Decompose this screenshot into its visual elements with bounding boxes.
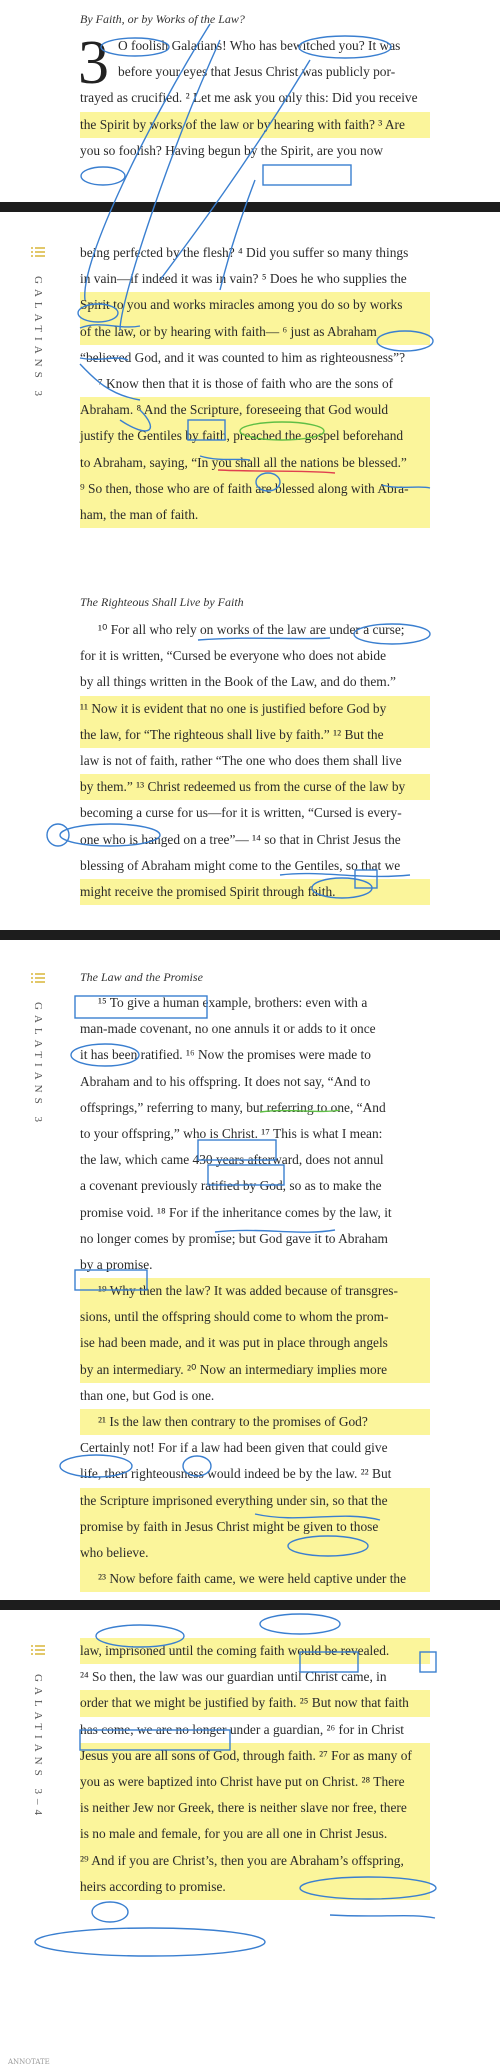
text-line: promise void. ¹⁸ For if the inheritance comes by the law, it [80,1204,392,1220]
text-line: the law, for “The righteous shall live by faith.” ¹² But the [80,722,430,748]
text-line: being perfected by the flesh? ⁴ Did you suffer so many things [80,245,409,260]
text-line: ise had been made, and it was put in place through angels [80,1330,430,1356]
verse-text [80,617,430,905]
text-line: sions, until the offspring should come to whom the prom- [80,1304,430,1330]
page-4 [0,1610,500,2068]
text-line: is neither Jew nor Greek, there is neither slave nor free, there [80,1795,430,1821]
verse-text [80,990,430,1592]
text-line: of the law, or by hearing with faith— ⁶ just as Abraham [80,319,430,345]
text-line: the Scripture imprisoned everything under sin, so that the [80,1488,430,1514]
text-line: becoming a curse for us—for it is written, “Cursed is every- [80,805,402,821]
text-line: justify the Gentiles by faith, preached the gospel beforehand [80,423,430,449]
chapter-number: 3 [78,29,109,97]
text-line: ¹⁰ For all who rely on works of the law are under a curse; [98,622,405,637]
text-line: the Spirit by works of the law or by hearing with faith? ³ Are [80,112,430,138]
text-line: ¹⁵ To give a human example, brothers: even with a [98,995,368,1010]
menu-list-icon[interactable] [31,1644,45,1656]
text-line: order that we might be justified by faith. ²⁵ But now that faith [80,1690,430,1716]
page-separator [0,930,500,940]
text-line: for it is written, “Cursed be everyone who does not abide [80,648,387,664]
section-heading: The Righteous Shall Live by Faith [80,595,244,609]
text-line: Abraham and to his offspring. It does not say, “And to [80,1073,371,1089]
text-line: to your offspring,” who is Christ. ¹⁷ This is what I mean: [80,1125,383,1141]
text-line: trayed as crucified. ² Let me ask you only this: Did you receive [80,90,418,106]
menu-list-icon[interactable] [31,246,45,258]
text-line: has come, we are no longer under a guardian, ²⁶ for in Christ [80,1721,405,1737]
page-2 [0,212,500,930]
text-line: ²⁹ And if you are Christ’s, then you are Abraham’s offspring, [80,1848,430,1874]
book-chapter-label: GALATIANS 3–4 [32,1674,44,1820]
text-line: no longer comes by promise; but God gave it to Abraham [80,1230,388,1246]
verse-text [80,240,430,528]
book-chapter-label: GALATIANS 3 [32,276,44,401]
text-line: promise by faith in Jesus Christ might be given to those [80,1514,430,1540]
text-line: heirs according to promise. [80,1874,430,1900]
verse-text [80,1638,430,1900]
book-chapter-label: GALATIANS 3 [32,1002,44,1127]
corner-label: ANNOTATE [8,2058,50,2066]
text-line: life, then righteousness would indeed be by the law. ²² But [80,1466,392,1482]
page-1 [0,0,500,202]
verse-text [78,29,430,164]
text-line: blessing of Abraham might come to the Gentiles, so that we [80,857,401,873]
text-line: ²⁴ So then, the law was our guardian until Christ came, in [80,1669,387,1685]
text-line: Certainly not! For if a law had been given that could give [80,1440,388,1456]
text-line: in vain—if indeed it was in vain? ⁵ Does he who supplies the [80,271,407,287]
text-line: ham, the man of faith. [80,502,430,528]
text-line: by an intermediary. ²⁰ Now an intermediary implies more [80,1357,430,1383]
text-line: ¹⁹ Why then the law? It was added because of transgres- [80,1278,430,1304]
text-line: it has been ratified. ¹⁶ Now the promises were made to [80,1047,371,1063]
text-line: to Abraham, saying, “In you shall all the nations be blessed.” [80,450,430,476]
text-line: who believe. [80,1540,430,1566]
side-rail [30,246,46,401]
text-line: than one, but God is one. [80,1387,215,1403]
text-line: you as were baptized into Christ have put on Christ. ²⁸ There [80,1769,430,1795]
text-line: man-made covenant, no one annuls it or adds to it once [80,1021,376,1037]
text-line: before your eyes that Jesus Christ was publicly por- [118,64,396,80]
text-line: offsprings,” referring to many, but referring to one, “And [80,1099,386,1115]
text-line: Jesus you are all sons of God, through faith. ²⁷ For as many of [80,1743,430,1769]
text-line: ⁷ Know then that it is those of faith who are the sons of [98,375,394,391]
text-line: ²³ Now before faith came, we were held captive under the [80,1566,430,1592]
side-rail [30,1644,46,1820]
text-line: “believed God, and it was counted to him as righteousness”? [80,349,406,365]
section-heading: By Faith, or by Works of the Law? [80,12,245,26]
text-line: you so foolish? Having begun by the Spirit, are you now [80,142,384,158]
text-line: might receive the promised Spirit through faith. [80,879,430,905]
text-line: by them.” ¹³ Christ redeemed us from the curse of the law by [80,774,430,800]
section-heading: The Law and the Promise [80,970,203,984]
text-line: one who is hanged on a tree”— ¹⁴ so that in Christ Jesus the [80,831,401,847]
text-line: ²¹ Is the law then contrary to the promises of God? [80,1409,430,1435]
text-line: law is not of faith, rather “The one who does them shall live [80,752,402,768]
text-line: law, imprisoned until the coming faith would be revealed. [80,1638,430,1664]
text-line: by a promise. [80,1256,153,1272]
text-line: is no male and female, for you are all one in Christ Jesus. [80,1821,430,1847]
menu-list-icon[interactable] [31,972,45,984]
text-line: ⁹ So then, those who are of faith are blessed along with Abra- [80,476,430,502]
page-separator [0,202,500,212]
text-line: Spirit to you and works miracles among you do so by works [80,292,430,318]
text-line: a covenant previously ratified by God, so as to make the [80,1178,382,1194]
text-line: O foolish Galatians! Who has bewitched you? It was [118,38,401,53]
page-separator [0,1600,500,1610]
text-line: ¹¹ Now it is evident that no one is justified before God by [80,696,430,722]
side-rail [30,972,46,1127]
text-line: Abraham. ⁸ And the Scripture, foreseeing that God would [80,397,430,423]
text-line: by all things written in the Book of the Law, and do them.” [80,674,396,690]
text-line: the law, which came 430 years afterward, does not annul [80,1152,384,1168]
page-3 [0,940,500,1600]
